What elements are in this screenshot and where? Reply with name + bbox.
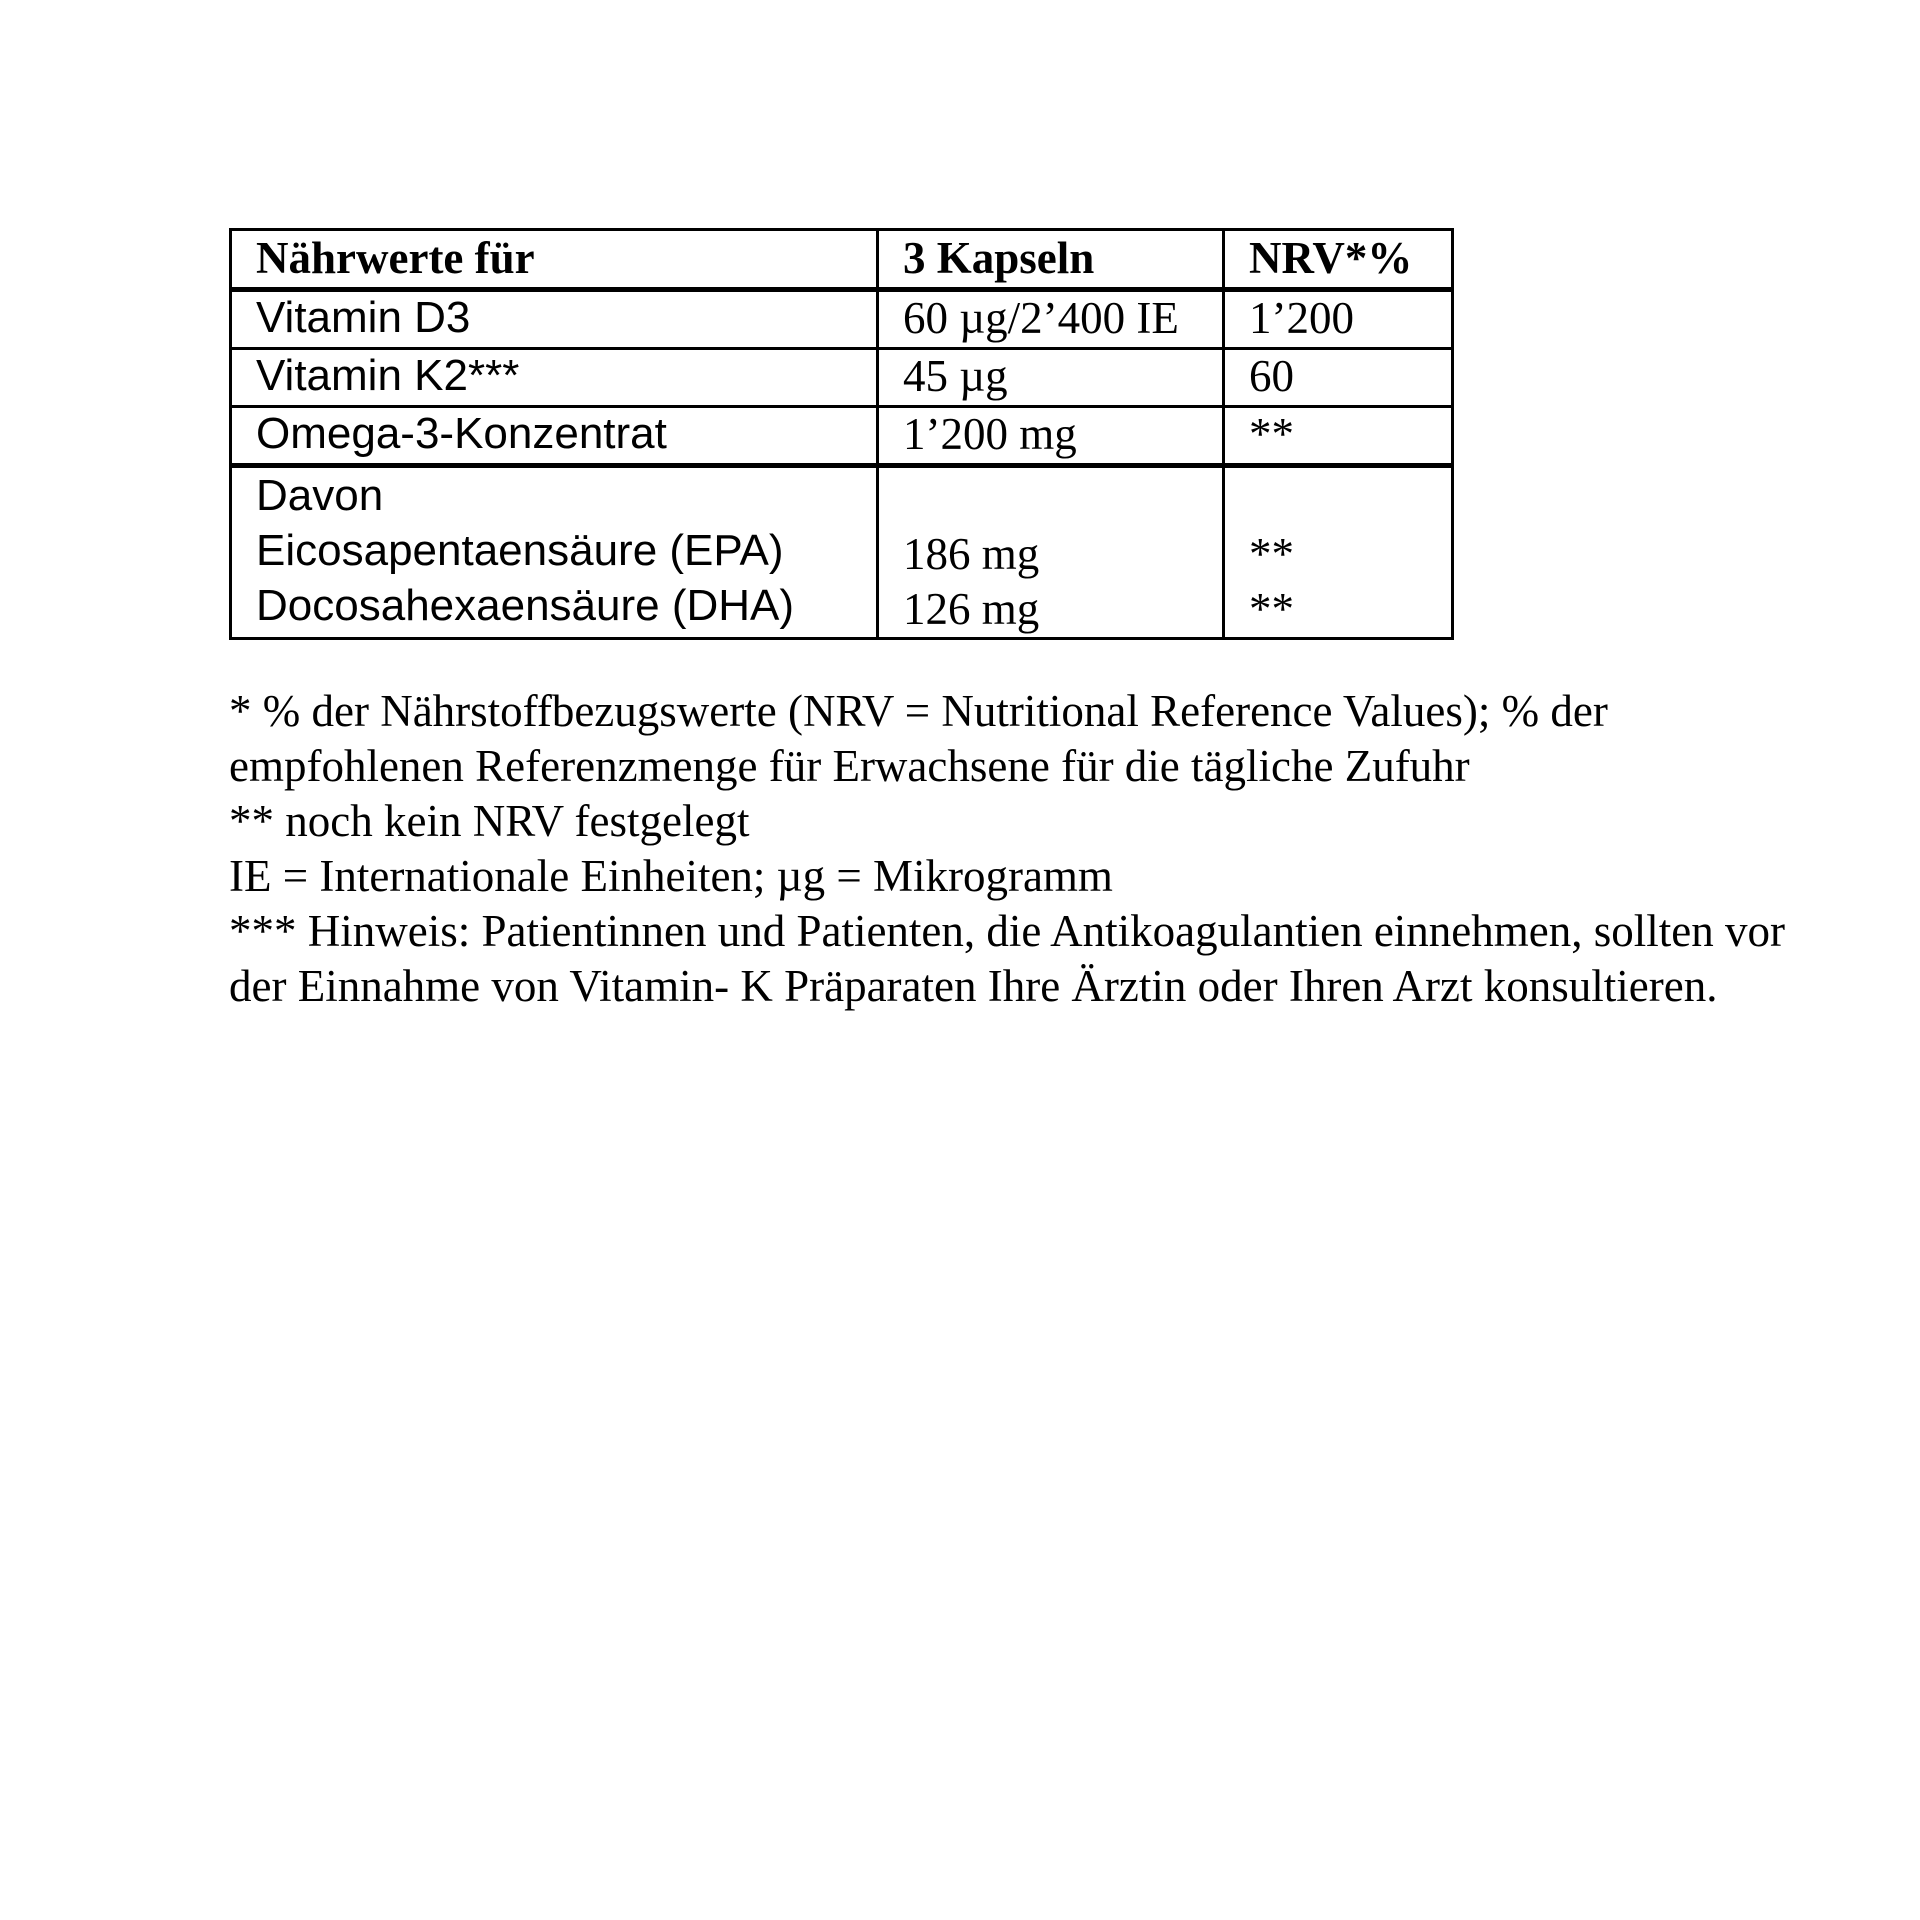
nutrition-table (229, 228, 1454, 640)
sub-nutrient-names (231, 466, 878, 639)
sub-nutrient-name: Docosahexaensäure (DHA) (256, 581, 795, 630)
table-header-row (231, 230, 1453, 290)
nutrient-name: Omega-3-Konzentrat (231, 407, 878, 466)
table-row (231, 290, 1453, 349)
nutrient-nrv: 60 (1224, 349, 1453, 407)
footnote-nrv-definition: * % der Nährstoffbezugswerte (NRV = Nutritional Reference Values); % der empfohlenen Referenzmenge für Erwachsene für die tägliche Zufuhr (229, 686, 1608, 791)
sub-nutrient-amounts (878, 466, 1224, 639)
header-amount: 3 Kapseln (878, 230, 1224, 290)
sub-nutrient-nrv: ** (1249, 584, 1294, 634)
nutrient-amount: 60 µg/2’400 IE (878, 290, 1224, 349)
nutrient-nrv: ** (1224, 407, 1453, 466)
table-row (231, 407, 1453, 466)
nutrient-amount: 45 µg (878, 349, 1224, 407)
table-row-sub-nutrients (231, 466, 1453, 639)
nutrient-name: Vitamin D3 (231, 290, 878, 349)
table-row (231, 349, 1453, 407)
header-nutrient: Nährwerte für (231, 230, 878, 290)
sub-nutrient-amount: 186 mg (903, 529, 1040, 579)
empty-line (1249, 468, 1451, 523)
footnote-vitamin-k-warning: *** Hinweis: Patientinnen und Patienten, die Antikoagulantien einnehmen, sollten vor der Einnahme von Vitamin- K Präparaten Ihre Ärztin oder Ihren Arzt konsultieren. (229, 906, 1785, 1011)
nutrient-nrv: 1’200 (1224, 290, 1453, 349)
header-nrv: NRV*% (1224, 230, 1453, 290)
sub-nutrient-amount: 126 mg (903, 584, 1040, 634)
sub-label: Davon (256, 471, 384, 520)
empty-line (903, 468, 1222, 523)
footnote-no-nrv: ** noch kein NRV festgelegt (229, 796, 750, 846)
nutrient-amount: 1’200 mg (878, 407, 1224, 466)
sub-nutrient-nrvs (1224, 466, 1453, 639)
footnotes (229, 684, 1789, 1014)
nutrient-name: Vitamin K2*** (231, 349, 878, 407)
sub-nutrient-name: Eicosapentaensäure (EPA) (256, 526, 784, 575)
sub-nutrient-nrv: ** (1249, 529, 1294, 579)
footnote-units: IE = Internationale Einheiten; µg = Mikrogramm (229, 851, 1113, 901)
